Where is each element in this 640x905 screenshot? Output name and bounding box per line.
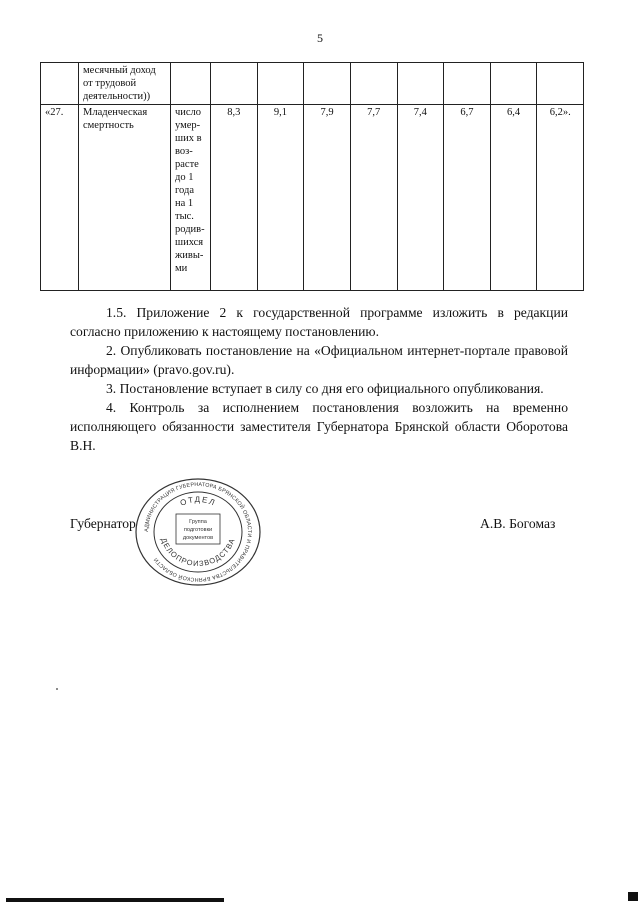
row-number-cell: «27. <box>41 105 79 291</box>
row-number-cell <box>41 63 79 105</box>
value-cell <box>257 63 304 105</box>
table-row <box>41 63 584 105</box>
stamp-dept-ring: ДЕЛОПРОИЗВОДСТВА <box>159 536 237 569</box>
stamp-center-line: подготовки <box>183 527 213 533</box>
table-row <box>41 105 584 291</box>
value-cell: 6,7 <box>444 105 491 291</box>
value-cell: 7,9 <box>304 105 351 291</box>
value-cell <box>350 63 397 105</box>
value-cell: 8,3 <box>211 105 258 291</box>
paragraph: 3. Постановление вступает в силу со дня его официального опубликования. <box>106 381 544 396</box>
unit-cell: число умер-ших в воз-расте до 1 года на 1 тыс. родив-шихся живы-ми <box>171 105 211 291</box>
signatory-title: Губернатор <box>70 516 136 531</box>
office-stamp <box>130 476 266 588</box>
indicator-name-cell: Младенческая смертность <box>79 105 171 291</box>
stamp-dept-top: ОТДЕЛ <box>178 494 218 508</box>
value-cell: 7,7 <box>350 105 397 291</box>
paragraph: 2. Опубликовать постановление на «Официальном интернет-портале правовой информации» (pravo.gov.ru). <box>70 343 568 377</box>
paragraph: 1.5. Приложение 2 к государственной программе изложить в редакции согласно приложению к настоящему постановлению. <box>70 305 568 339</box>
value-cell: 9,1 <box>257 105 304 291</box>
stamp-outer-text: АДМИНИСТРАЦИЯ ГУБЕРНАТОРА БРЯНСКОЙ ОБЛАСТИ И ПРАВИТЕЛЬСТВА БРЯНСКОЙ ОБЛАСТИ <box>143 481 253 583</box>
svg-text:ОТДЕЛ <box>179 495 217 508</box>
value-cell <box>211 63 258 105</box>
scan-edge-mark <box>628 892 638 901</box>
value-cell <box>304 63 351 105</box>
page-number: 5 <box>317 31 323 45</box>
value-cell <box>397 63 444 105</box>
scan-speck <box>56 688 58 690</box>
stamp-center-line: Группа <box>189 519 207 525</box>
scan-edge-bar <box>6 898 224 902</box>
indicator-name-cell: месячный доход от трудовой деятельности)) <box>79 63 171 105</box>
indicator-table <box>40 62 584 291</box>
unit-cell <box>171 63 211 105</box>
resolution-text <box>70 303 568 455</box>
value-cell <box>444 63 491 105</box>
value-cell: 6,2». <box>537 105 584 291</box>
value-cell: 6,4 <box>490 105 537 291</box>
signatory-name: А.В. Богомаз <box>480 516 556 531</box>
stamp-center-line: документов <box>182 535 214 541</box>
stamp-seal-icon <box>130 476 266 588</box>
paragraph: 4. Контроль за исполнением постановления возложить на временно исполняющего обязанности заместителя Губернатора Брянской области Оборотова В.Н. <box>70 400 568 453</box>
value-cell <box>490 63 537 105</box>
value-cell: 7,4 <box>397 105 444 291</box>
value-cell <box>537 63 584 105</box>
